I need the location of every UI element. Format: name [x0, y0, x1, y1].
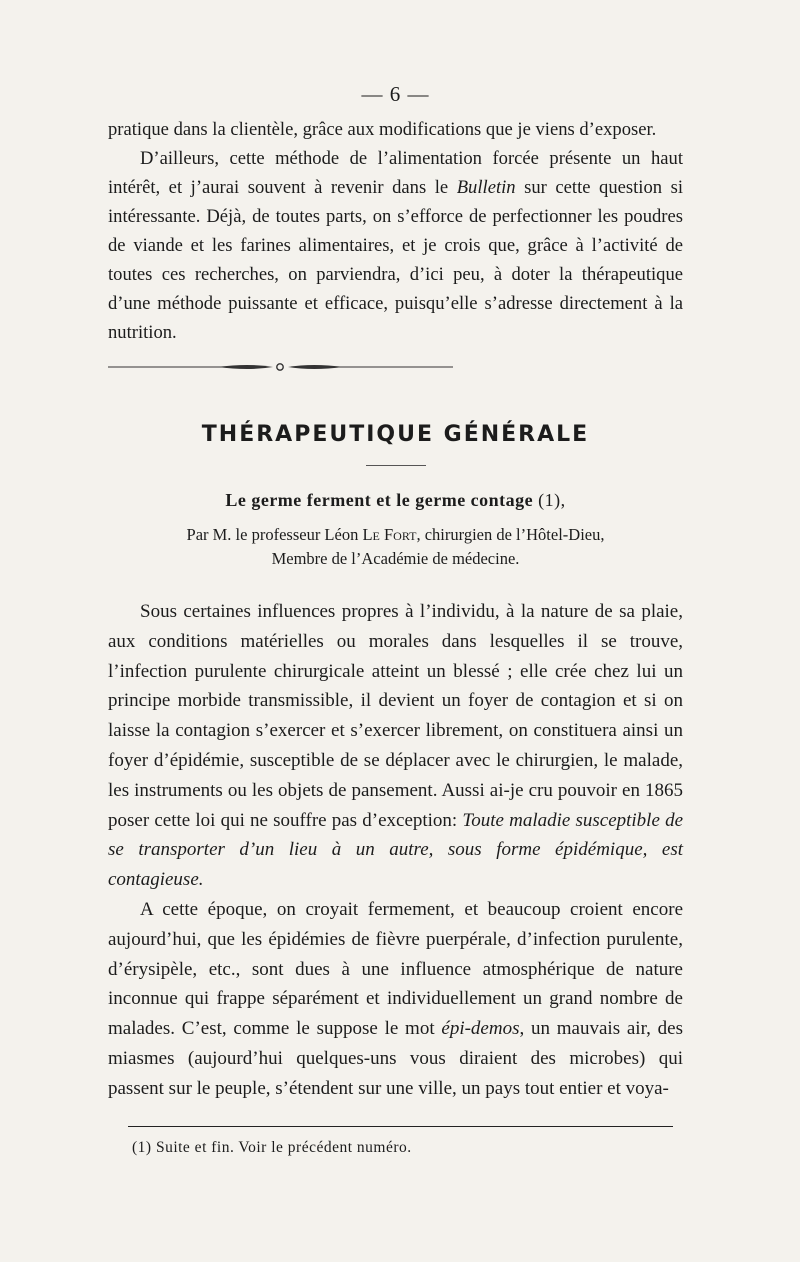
section-title: THÉRAPEUTIQUE GÉNÉRALE — [201, 422, 590, 447]
footnote: (1) Suite et fin. Voir le précédent numéro. — [132, 1138, 412, 1156]
page — [108, 82, 683, 1157]
intro-p2-text-b: sur cette question si intéressante. Déjà, de toutes parts, on s’efforce de perfectionner les poudres de viande et les farines alimentaires, et je crois que, grâce à l’activité de toutes ces recherches, on parviendra, d’ici peu, à doter la thérapeutique d’une méthode puissante et efficace, puisqu’elle s’adresse directement à la nutrition. — [108, 177, 683, 343]
body-p2-text-a: A cette époque, on croyait fermement, et beaucoup croient encore aujourd’hui, que les épidémies de fièvre puerpérale, d’infection purulente, d’érysipèle, etc., sont dues à une influence atmosphérique de nature inconnue qui frappe séparément et individuellement un grand nombre de malades. C’est, comme le suppose le mot — [108, 898, 683, 1040]
footnote-ref: (1), — [533, 490, 566, 510]
byline-prefix: Par M. le professeur Léon — [186, 525, 363, 544]
body-p1-italic: Toute maladie susceptible de se transporter d’un lieu à un autre, sous forme épidémique, est contagieuse. — [108, 809, 683, 891]
footnote-divider — [128, 1126, 673, 1127]
page-number: — 6 — — [361, 82, 430, 106]
intro-paragraph-2 — [108, 144, 683, 347]
intro-paragraph-1: pratique dans la clientèle, grâce aux modifications que je viens d’exposer. — [108, 119, 657, 140]
article-body — [108, 597, 683, 1104]
intro-p2-text-a: D’ailleurs, cette méthode de l’alimentation forcée présente un haut intérêt, et j’aurai souvent à revenir dans le — [108, 148, 683, 198]
body-paragraph-1 — [108, 597, 683, 895]
bulletin-italic: Bulletin — [456, 177, 516, 198]
epi-demos-italic: épi-demos — [441, 1018, 520, 1040]
body-p2-text-b: , un mauvais air, des miasmes (aujourd’hui quelques-uns vous diraient des microbes) qui passent sur le peuple, s’étendent sur une ville, un pays tout entier et voya- — [108, 1018, 683, 1099]
body-paragraph-2 — [108, 895, 683, 1104]
article-title-text: Le germe ferment et le germe contage — [225, 490, 534, 510]
ornamental-divider — [108, 361, 453, 373]
title-divider — [366, 465, 426, 466]
article-title — [108, 490, 683, 511]
byline-line-2: Membre de l’Académie de médecine. — [271, 549, 520, 568]
byline-suffix: , chirurgien de l’Hôtel-Dieu, — [416, 525, 605, 544]
byline-line-1 — [108, 523, 683, 547]
author-surname: Le Fort — [362, 525, 417, 544]
body-p1-text: Sous certaines influences propres à l’individu, à la nature de sa plaie, aux conditions matérielles ou morales dans lesquelles il se trouve, l’infection purulente chirurgicale atteint un blessé ; elle crée chez lui un principe morbide transmissible, il devient un foyer de contagion et si on laisse la contagion s’exercer et s’exercer librement, on constituera ainsi un foyer d’épidémie, susceptible de se déplacer avec le chirurgien, le malade, les instruments ou les objets de pansement. Aussi ai-je cru pouvoir en 1865 poser cette loi qui ne souffre pas d’exception: — [108, 601, 683, 831]
